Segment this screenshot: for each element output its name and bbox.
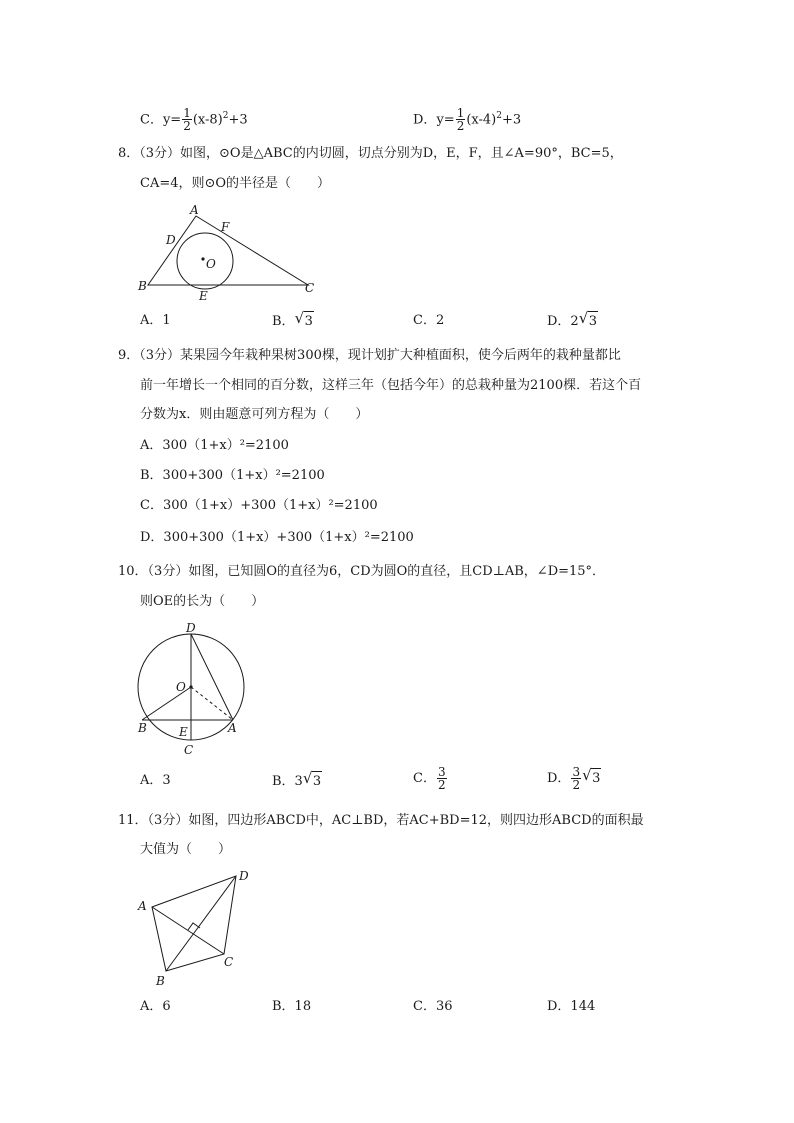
q7-option-d-fraction: $\frac{1}{2}$ bbox=[456, 106, 465, 134]
q8-incircle-o bbox=[177, 233, 233, 289]
q11-figure bbox=[130, 862, 270, 992]
q10-option-b: B．3 √ 3 bbox=[272, 771, 322, 792]
q9-option-b: B．300+300（1+x）²=2100 bbox=[140, 468, 325, 483]
q8-label-b: B bbox=[138, 279, 147, 293]
q10-option-d: D． $\frac{3}{2}$ √ 3 bbox=[547, 765, 601, 792]
q10-label-c: C bbox=[184, 743, 194, 757]
q8-option-d: D．2 √ 3 bbox=[547, 311, 598, 332]
q10-label-a: A bbox=[228, 721, 237, 735]
q7-option-c-fraction: $\frac{1}{2}$ bbox=[183, 106, 191, 134]
q8-label-o: O bbox=[206, 257, 216, 271]
q10-segment-da bbox=[191, 634, 233, 720]
q11-label-c: C bbox=[224, 955, 234, 969]
q11-label-d: D bbox=[239, 869, 249, 883]
q11-option-b: B．18 bbox=[272, 999, 312, 1014]
q7-option-c: C．y= $\frac{1}{2}$ $(x-8)^2+3$ bbox=[140, 106, 248, 134]
q11-right-angle-mark bbox=[188, 923, 200, 930]
q8-label-a: A bbox=[190, 203, 199, 217]
q8-option-b: B． √ 3 bbox=[272, 311, 314, 332]
q11-diagonal-ac bbox=[152, 907, 224, 954]
q10-stem-line1: 10．（3分）如图，已知圆O的直径为6，CD为圆O的直径，且CD⊥AB，∠D=15°． bbox=[118, 564, 606, 579]
q10-center-dot bbox=[189, 685, 192, 688]
q8-label-e: E bbox=[199, 289, 208, 303]
q10-option-a: A．3 bbox=[140, 773, 171, 788]
q10-label-e: E bbox=[179, 725, 188, 739]
q9-stem-line1: 9．（3分）某果园今年栽种果树300棵，现计划扩大种植面积，使今后两年的栽种量都比 bbox=[118, 348, 621, 363]
q9-option-d: D．300+300（1+x）+300（1+x）²=2100 bbox=[140, 530, 414, 545]
q11-label-b: B bbox=[156, 974, 165, 988]
q11-stem-line2: 大值为（ ） bbox=[140, 842, 232, 857]
q8-label-c: C bbox=[305, 281, 315, 295]
q11-option-d: D．144 bbox=[547, 999, 596, 1014]
q10-stem-line2: 则OE的长为（ ） bbox=[140, 594, 265, 609]
q10-option-c: C． $\frac{3}{2}$ bbox=[413, 765, 446, 792]
q8-label-d: D bbox=[166, 233, 176, 247]
q11-label-a: A bbox=[138, 899, 147, 913]
q10-figure bbox=[130, 620, 270, 760]
q9-option-a: A．300（1+x）²=2100 bbox=[140, 438, 289, 453]
q11-stem-line1: 11．（3分）如图，四边形ABCD中，AC⊥BD，若AC+BD=12，则四边形ABCD的面积最 bbox=[118, 813, 644, 828]
q11-option-a: A．6 bbox=[140, 999, 171, 1014]
q11-option-c: C．36 bbox=[413, 999, 453, 1014]
q10-label-d: D bbox=[186, 621, 196, 635]
q8-center-dot bbox=[201, 257, 204, 260]
q8-option-c: C．2 bbox=[413, 313, 445, 328]
q10-label-o: O bbox=[176, 680, 186, 694]
q10-label-b: B bbox=[138, 721, 147, 735]
q8-figure bbox=[130, 200, 330, 303]
q8-stem-line2: CA=4，则⊙O的半径是（ ） bbox=[140, 176, 331, 191]
q8-option-a: A．1 bbox=[140, 313, 171, 328]
q9-option-c: C．300（1+x）+300（1+x）²=2100 bbox=[140, 498, 378, 513]
q9-stem-line3: 分数为x．则由题意可列方程为（ ） bbox=[140, 407, 369, 422]
q9-stem-line2: 前一年增长一个相同的百分数，这样三年（包括今年）的总栽种量为2100棵．若这个百 bbox=[140, 378, 642, 393]
q8-label-f: F bbox=[221, 220, 230, 234]
q8-stem-line1: 8．（3分）如图，⊙O是△ABC的内切圆，切点分别为D，E，F，且∠A=90°，BC=5， bbox=[118, 146, 623, 161]
q7-option-d: D．y= $\frac{1}{2}$ $(x-4)^2+3$ bbox=[413, 106, 522, 134]
q10-segment-oa-dashed bbox=[191, 687, 233, 720]
